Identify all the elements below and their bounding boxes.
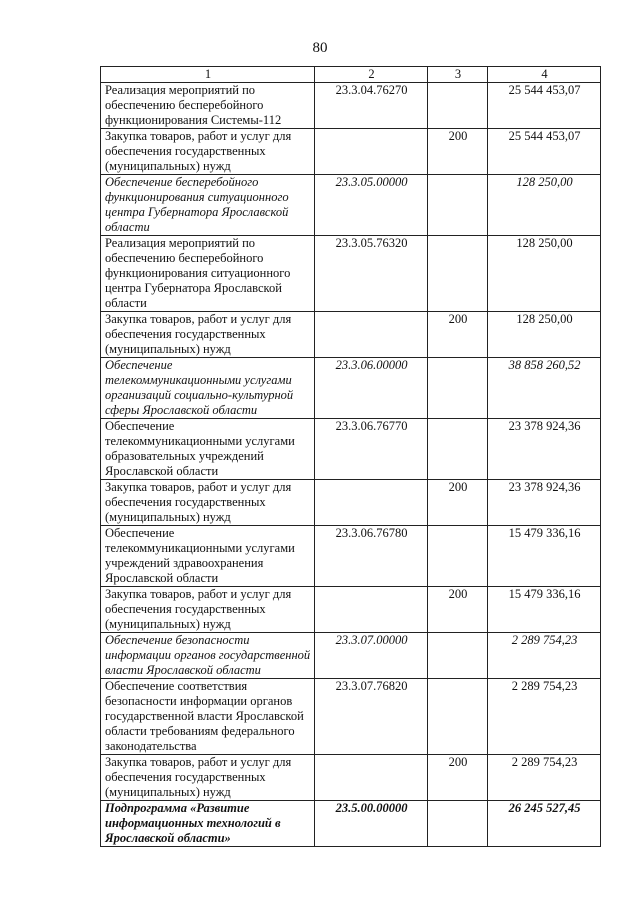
row-amount-cell: 26 245 527,45 [488,801,601,847]
row-amount-cell: 38 858 260,52 [488,358,601,419]
row-kvr-cell: 200 [428,129,488,175]
row-amount-cell: 2 289 754,23 [488,633,601,679]
row-kvr-cell: 200 [428,755,488,801]
row-code-cell: 23.3.07.00000 [315,633,428,679]
row-name-cell: Закупка товаров, работ и услуг для обеспечения государственных (муниципальных) нужд [101,587,315,633]
row-amount-cell: 128 250,00 [488,175,601,236]
column-header-code: 2 [315,67,428,83]
table-row [101,129,601,175]
row-name-cell: Обеспечение телекоммуникационными услугами организаций социально-культурной сферы Ярославской области [101,358,315,419]
row-amount-cell: 23 378 924,36 [488,419,601,480]
row-code-cell: 23.3.05.00000 [315,175,428,236]
row-code-cell: 23.3.04.76270 [315,83,428,129]
row-amount-cell: 15 479 336,16 [488,526,601,587]
column-header-name: 1 [101,67,315,83]
row-kvr-cell [428,358,488,419]
row-amount-cell: 128 250,00 [488,312,601,358]
row-code-cell [315,480,428,526]
row-code-cell: 23.3.06.76780 [315,526,428,587]
table-row [101,526,601,587]
row-name-cell: Реализация мероприятий по обеспечению бесперебойного функционирования ситуационного центра Губернатора Ярославской области [101,236,315,312]
row-amount-cell: 25 544 453,07 [488,83,601,129]
row-code-cell [315,129,428,175]
row-code-cell [315,312,428,358]
table-row [101,480,601,526]
row-name-cell: Обеспечение телекоммуникационными услугами учреждений здравоохранения Ярославской области [101,526,315,587]
table-row [101,679,601,755]
row-kvr-cell [428,633,488,679]
row-kvr-cell: 200 [428,480,488,526]
row-kvr-cell: 200 [428,312,488,358]
row-amount-cell: 23 378 924,36 [488,480,601,526]
row-kvr-cell: 200 [428,587,488,633]
row-name-cell: Обеспечение бесперебойного функционирования ситуационного центра Губернатора Ярославской области [101,175,315,236]
table-row [101,801,601,847]
table-row [101,312,601,358]
row-name-cell: Закупка товаров, работ и услуг для обеспечения государственных (муниципальных) нужд [101,480,315,526]
row-name-cell: Обеспечение соответствия безопасности информации органов государственной власти Ярославской области требованиям федерального законодательства [101,679,315,755]
row-code-cell: 23.5.00.00000 [315,801,428,847]
table-body [101,83,601,847]
row-kvr-cell [428,236,488,312]
row-amount-cell: 2 289 754,23 [488,755,601,801]
row-code-cell [315,587,428,633]
row-kvr-cell [428,175,488,236]
row-amount-cell: 128 250,00 [488,236,601,312]
row-amount-cell: 15 479 336,16 [488,587,601,633]
column-header-amount: 4 [488,67,601,83]
row-kvr-cell [428,801,488,847]
row-kvr-cell [428,679,488,755]
row-kvr-cell [428,419,488,480]
page-number: 80 [312,40,328,56]
row-code-cell: 23.3.07.76820 [315,679,428,755]
row-name-cell: Обеспечение безопасности информации органов государственной власти Ярославской области [101,633,315,679]
table-row [101,633,601,679]
row-name-cell: Обеспечение телекоммуникационными услугами образовательных учреждений Ярославской области [101,419,315,480]
table-header-row [101,67,601,83]
table-row [101,83,601,129]
row-name-cell: Подпрограмма «Развитие информационных технологий в Ярославской области» [101,801,315,847]
table-row [101,236,601,312]
row-name-cell: Закупка товаров, работ и услуг для обеспечения государственных (муниципальных) нужд [101,755,315,801]
row-name-cell: Закупка товаров, работ и услуг для обеспечения государственных (муниципальных) нужд [101,129,315,175]
row-name-cell: Реализация мероприятий по обеспечению бесперебойного функционирования Системы-112 [101,83,315,129]
row-code-cell: 23.3.06.00000 [315,358,428,419]
table-row [101,175,601,236]
row-code-cell: 23.3.05.76320 [315,236,428,312]
table-row [101,358,601,419]
budget-table [100,66,601,847]
row-code-cell: 23.3.06.76770 [315,419,428,480]
row-kvr-cell [428,83,488,129]
table-row [101,755,601,801]
row-amount-cell: 25 544 453,07 [488,129,601,175]
table-row [101,419,601,480]
row-name-cell: Закупка товаров, работ и услуг для обеспечения государственных (муниципальных) нужд [101,312,315,358]
table-row [101,587,601,633]
row-amount-cell: 2 289 754,23 [488,679,601,755]
row-code-cell [315,755,428,801]
column-header-kvr: 3 [428,67,488,83]
row-kvr-cell [428,526,488,587]
